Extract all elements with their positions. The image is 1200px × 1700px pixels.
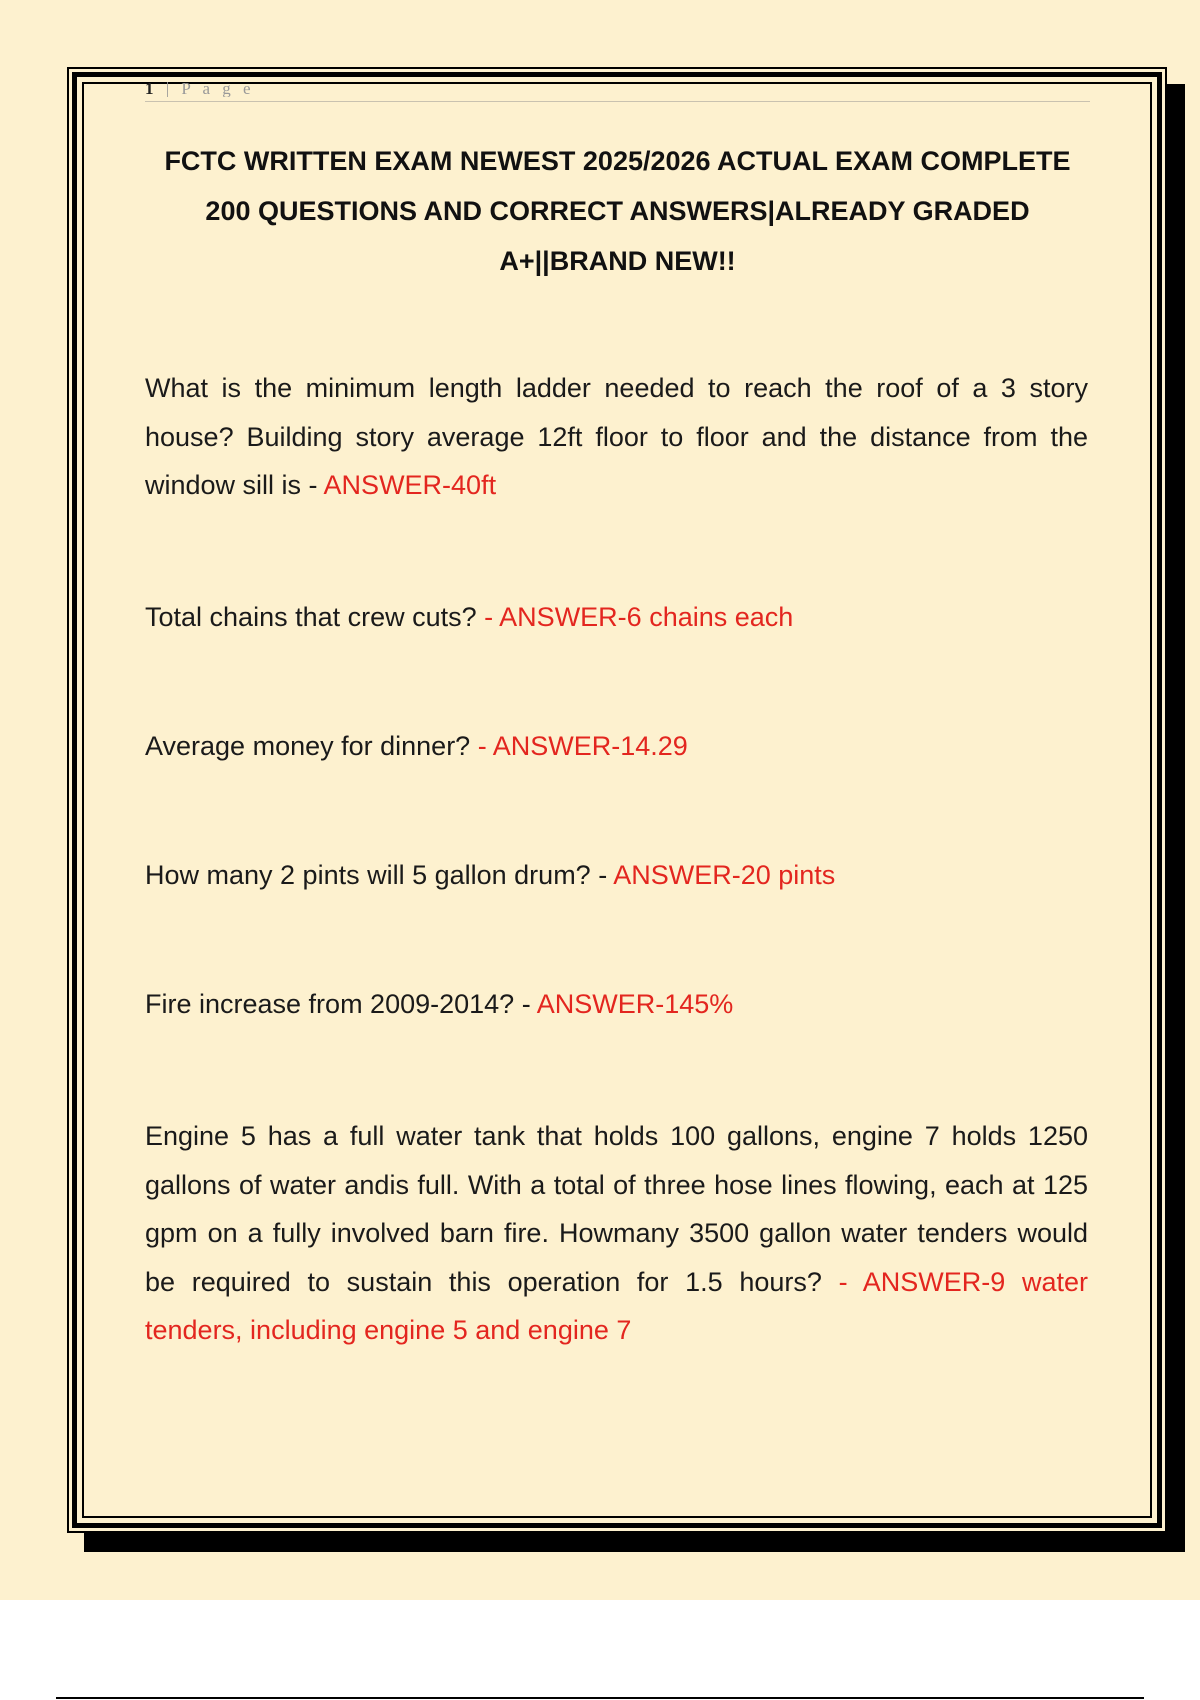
question-text: Average money for dinner? — [145, 731, 478, 761]
page-label: | P a g e — [165, 79, 255, 97]
qa-item-5 — [145, 980, 1088, 1029]
page-header — [145, 79, 255, 97]
qa-item-1 — [145, 364, 1088, 510]
qa-item-6 — [145, 1112, 1088, 1355]
qa-item-4 — [145, 851, 1088, 900]
answer-text: ANSWER-40ft — [323, 470, 497, 500]
answer-text: - ANSWER-14.29 — [477, 731, 688, 761]
question-text: How many 2 pints will 5 gallon drum? - — [145, 860, 614, 890]
answer-text: ANSWER-20 pints — [613, 860, 836, 890]
question-text: What is the minimum length ladder needed to reach the roof of a 3 story house? Building story average 12ft floor to floor and the distance from the window sill is - — [145, 373, 1088, 500]
answer-text: - ANSWER-6 chains each — [484, 602, 794, 632]
header-rule — [145, 101, 1090, 102]
question-text: Fire increase from 2009-2014? - — [145, 989, 537, 1019]
qa-item-3 — [145, 722, 1088, 771]
question-text: Engine 5 has a full water tank that holds 100 gallons, engine 7 holds 1250 gallons of water andis full. With a total of three hose lines flowing, each at 125 gpm on a fully involved barn fire. Howmany 3500 gallon water tenders would be required to sustain this operation for 1.5 hours? — [145, 1121, 1088, 1297]
document-title: FCTC WRITTEN EXAM NEWEST 2025/2026 ACTUAL EXAM COMPLETE 200 QUESTIONS AND CORRECT ANSWERS|ALREADY GRADED A+||BRAND NEW!! — [164, 146, 1071, 276]
answer-text: ANSWER-145% — [536, 989, 734, 1019]
qa-item-2 — [145, 593, 1088, 642]
page-number: 1 — [145, 79, 158, 97]
question-text: Total chains that crew cuts? — [145, 602, 485, 632]
footer-rule — [56, 1697, 1144, 1699]
answer-text: - ANSWER-9 water tenders, including engine 5 and engine 7 — [145, 1266, 1088, 1345]
